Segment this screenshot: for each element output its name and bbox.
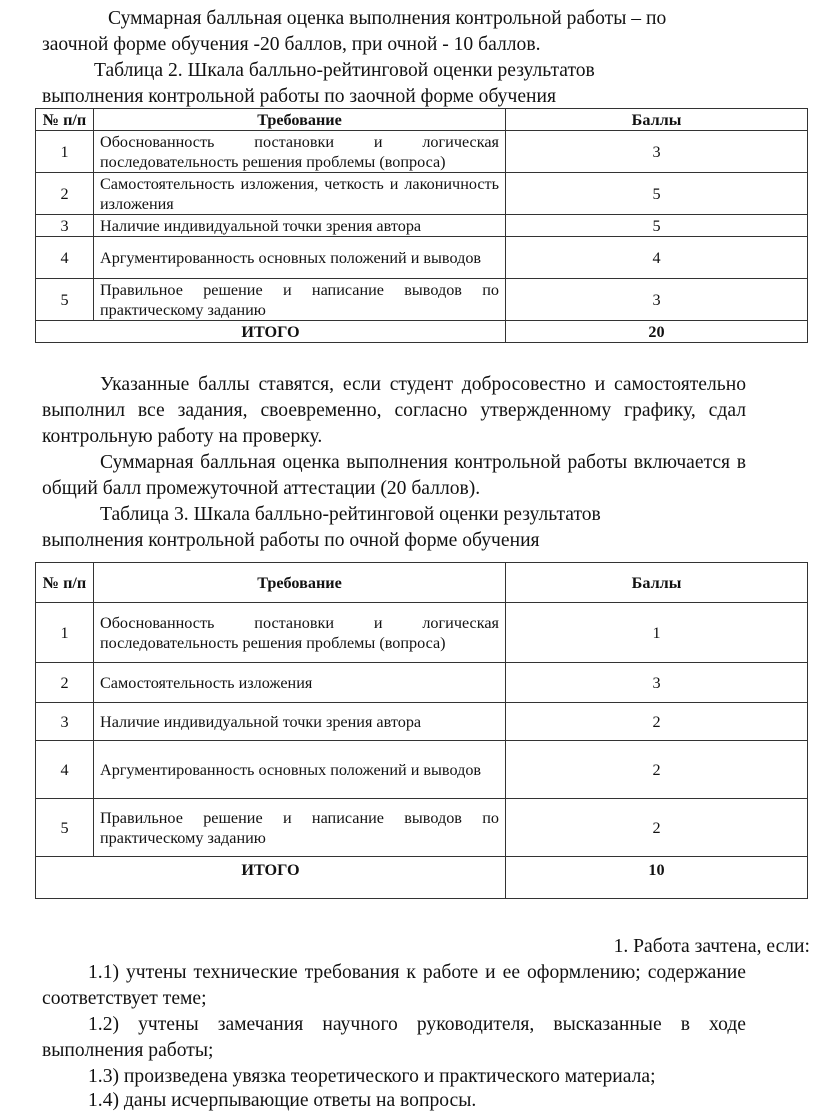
table-row (36, 741, 808, 799)
table-2 (35, 108, 808, 343)
table-row (36, 279, 808, 321)
row-points: 5 (506, 173, 808, 215)
row-requirement: Наличие индивидуальной точки зрения автора (94, 215, 506, 237)
row-points: 2 (506, 741, 808, 799)
summary-line-1: Суммарная балльная оценка выполнения контрольной работы – по (108, 8, 667, 29)
table-row (36, 173, 808, 215)
row-points: 5 (506, 215, 808, 237)
table-header-row (36, 563, 808, 603)
table-row (36, 703, 808, 741)
row-num: 1 (36, 131, 94, 173)
table-total-row (36, 321, 808, 343)
total-value: 10 (506, 857, 808, 899)
table-row (36, 237, 808, 279)
row-num: 5 (36, 799, 94, 857)
row-requirement: Самостоятельность изложения (94, 663, 506, 703)
table-3 (35, 562, 808, 899)
criteria-heading: 1. Работа зачтена, если: (613, 936, 810, 957)
total-label: ИТОГО (36, 321, 506, 343)
criteria-item-4: 1.4) даны исчерпывающие ответы на вопросы. (88, 1090, 477, 1111)
row-points: 2 (506, 799, 808, 857)
total-value: 20 (506, 321, 808, 343)
summary-included-paragraph: Суммарная балльная оценка выполнения контрольной работы включается в общий балл промежуточной аттестации (20 баллов). (42, 452, 746, 499)
row-num: 4 (36, 237, 94, 279)
summary-line-2: заочной форме обучения -20 баллов, при очной - 10 баллов. (42, 34, 541, 55)
header-points: Баллы (506, 109, 808, 131)
row-requirement: Обоснованность постановки и логическая последовательность решения проблемы (вопроса) (94, 603, 506, 663)
total-label: ИТОГО (36, 857, 506, 899)
row-num: 4 (36, 741, 94, 799)
header-points: Баллы (506, 563, 808, 603)
table-total-row (36, 857, 808, 899)
row-points: 1 (506, 603, 808, 663)
criteria-item-1: 1.1) учтены технические требования к работе и ее оформлению; содержание соответствует теме; (42, 962, 746, 1009)
row-num: 3 (36, 703, 94, 741)
row-requirement: Правильное решение и написание выводов по практическому заданию (94, 279, 506, 321)
row-requirement: Наличие индивидуальной точки зрения автора (94, 703, 506, 741)
table3-caption-line-2: выполнения контрольной работы по очной форме обучения (42, 530, 540, 551)
row-num: 2 (36, 173, 94, 215)
row-num: 1 (36, 603, 94, 663)
table-row (36, 215, 808, 237)
header-requirement: Требование (94, 563, 506, 603)
row-points: 3 (506, 131, 808, 173)
header-num: № п/п (36, 563, 94, 603)
row-requirement: Обоснованность постановки и логическая последовательность решения проблемы (вопроса) (94, 131, 506, 173)
row-requirement: Самостоятельность изложения, четкость и лаконичность изложения (94, 173, 506, 215)
row-points: 3 (506, 663, 808, 703)
table2-caption-line-2: выполнения контрольной работы по заочной форме обучения (42, 86, 557, 107)
table-row (36, 603, 808, 663)
row-requirement: Аргументированность основных положений и выводов (94, 741, 506, 799)
row-points: 4 (506, 237, 808, 279)
row-requirement: Аргументированность основных положений и выводов (94, 237, 506, 279)
header-num: № п/п (36, 109, 94, 131)
table2-caption-line-1: Таблица 2. Шкала балльно-рейтинговой оценки результатов (94, 60, 595, 81)
row-num: 2 (36, 663, 94, 703)
scoring-note-paragraph: Указанные баллы ставятся, если студент добросовестно и самостоятельно выполнил все задания, своевременно, согласно утвержденному графику, сдал контрольную работу на проверку. (42, 374, 746, 447)
table-header-row (36, 109, 808, 131)
row-points: 3 (506, 279, 808, 321)
row-points: 2 (506, 703, 808, 741)
table3-caption-line-1: Таблица 3. Шкала балльно-рейтинговой оценки результатов (100, 504, 601, 525)
row-num: 3 (36, 215, 94, 237)
table-row (36, 799, 808, 857)
header-requirement: Требование (94, 109, 506, 131)
criteria-item-2: 1.2) учтены замечания научного руководителя, высказанные в ходе выполнения работы; (42, 1014, 746, 1061)
criteria-item-3: 1.3) произведена увязка теоретического и практического материала; (88, 1066, 656, 1087)
table-row (36, 131, 808, 173)
row-num: 5 (36, 279, 94, 321)
table-row (36, 663, 808, 703)
row-requirement: Правильное решение и написание выводов по практическому заданию (94, 799, 506, 857)
